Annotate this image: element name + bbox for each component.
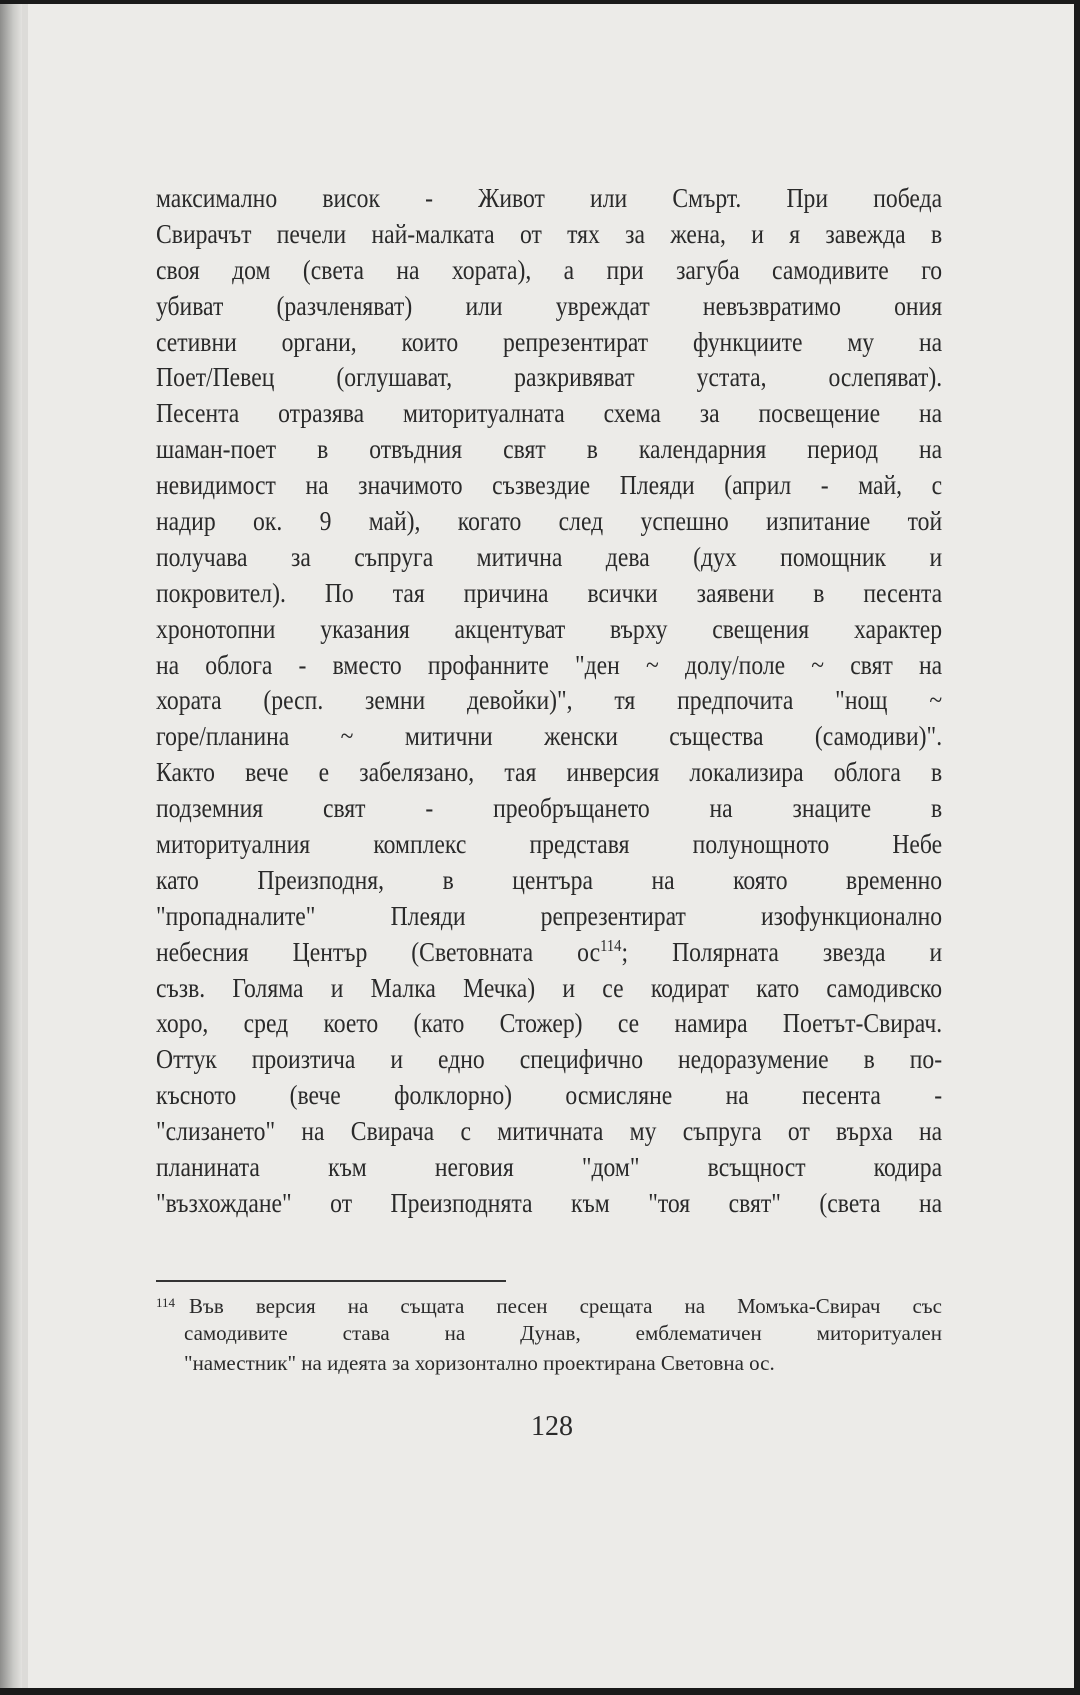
text-line: надир ок. 9 май), когато след успешно изпитание той [156,505,943,537]
text-line: покровител). По тая причина всички заявени в песента [156,576,943,608]
text-line: миторитуалния комплекс представя полунощното Небе [156,828,943,860]
text-line: късното (вече фолклорно) осмисляне на песента - [156,1079,943,1111]
text-line: сетивни органи, които репрезентират функциите му на [156,325,943,357]
page-number: 128 [531,1411,573,1442]
text-line: на облога - вместо профанните "ден ~ долу/поле ~ свят на [156,648,943,680]
text-line: Поет/Певец (оглушават, разкривяват устата, ослепяват). [156,361,943,393]
text-line [156,934,942,970]
text-line: подземния свят - преобръщането на знаците в [156,792,943,824]
text-line: Както вече е забелязано, тая инверсия локализира облога в [156,756,943,788]
text-line: максимално висок - Живот или Смърт. При победа [156,182,943,213]
footnote-number: 114 [156,1295,176,1310]
text-line: хронотопни указания акцентуват върху свещения характер [156,612,943,644]
text-segment: ; Полярната звезда и [621,935,943,967]
text-line: невидимост на значимото съзвездие Плеяди (април - май, с [156,469,943,501]
text-line: съзв. Голяма и Малка Мечка) и се кодират като самодивско [156,971,943,1003]
text-line: Песента отразява миторитуалната схема за посвещение на [156,397,943,429]
footnote-line: самодивите става на Дунав, емблематичен миторитуален [184,1321,942,1345]
text-line: "възхождане" от Преизподнята към "тоя свят" (света на [156,1186,943,1218]
text-line: "пропадналите" Плеяди репрезентират изофункционално [156,899,943,931]
text-line: Оттук произтича и едно специфично недоразумение в по- [156,1043,943,1075]
text-line: планината към неговия "дом" всъщност кодира [156,1151,943,1183]
book-page [0,4,1074,1688]
footnote-separator [156,1280,506,1282]
footnote-line [156,1288,942,1318]
text-line: хората (респ. земни девойки)", тя предпочита "нощ ~ [156,684,943,716]
body-text [156,180,942,1221]
text-line: Свирачът печели най-малката от тях за жена, и я завежда в [156,217,943,249]
text-segment: небесния Център (Световната ос [156,935,601,967]
text-line: "слизането" на Свирача с митичната му съпруга от върха на [156,1115,943,1147]
text-line: хоро, сред което (като Стожер) се намира Поетът-Свирач. [156,1007,943,1039]
text-line: получава за съпруга митична дева (дух помощник и [156,540,943,572]
text-line: убиват (разчленяват) или увреждат невъзвратимо ония [156,289,943,321]
text-line: горе/планина ~ митични женски същества (самодиви)". [156,720,943,752]
text-line: своя дом (света на хората), а при загуба самодивите го [156,253,943,285]
text-line: шаман-поет в отвъдния свят в календарния период на [156,433,943,465]
footnote-line: "наместник" на идеята за хоризонтално проектирана Световна ос. [184,1351,775,1375]
footnote-reference[interactable]: 114 [600,935,622,955]
text-line: като Преизподня, в центъра на която временно [156,863,943,895]
footnote [156,1288,942,1378]
footnote-text: Във версия на същата песен срещата на Момъка-Свирач със [189,1294,942,1318]
